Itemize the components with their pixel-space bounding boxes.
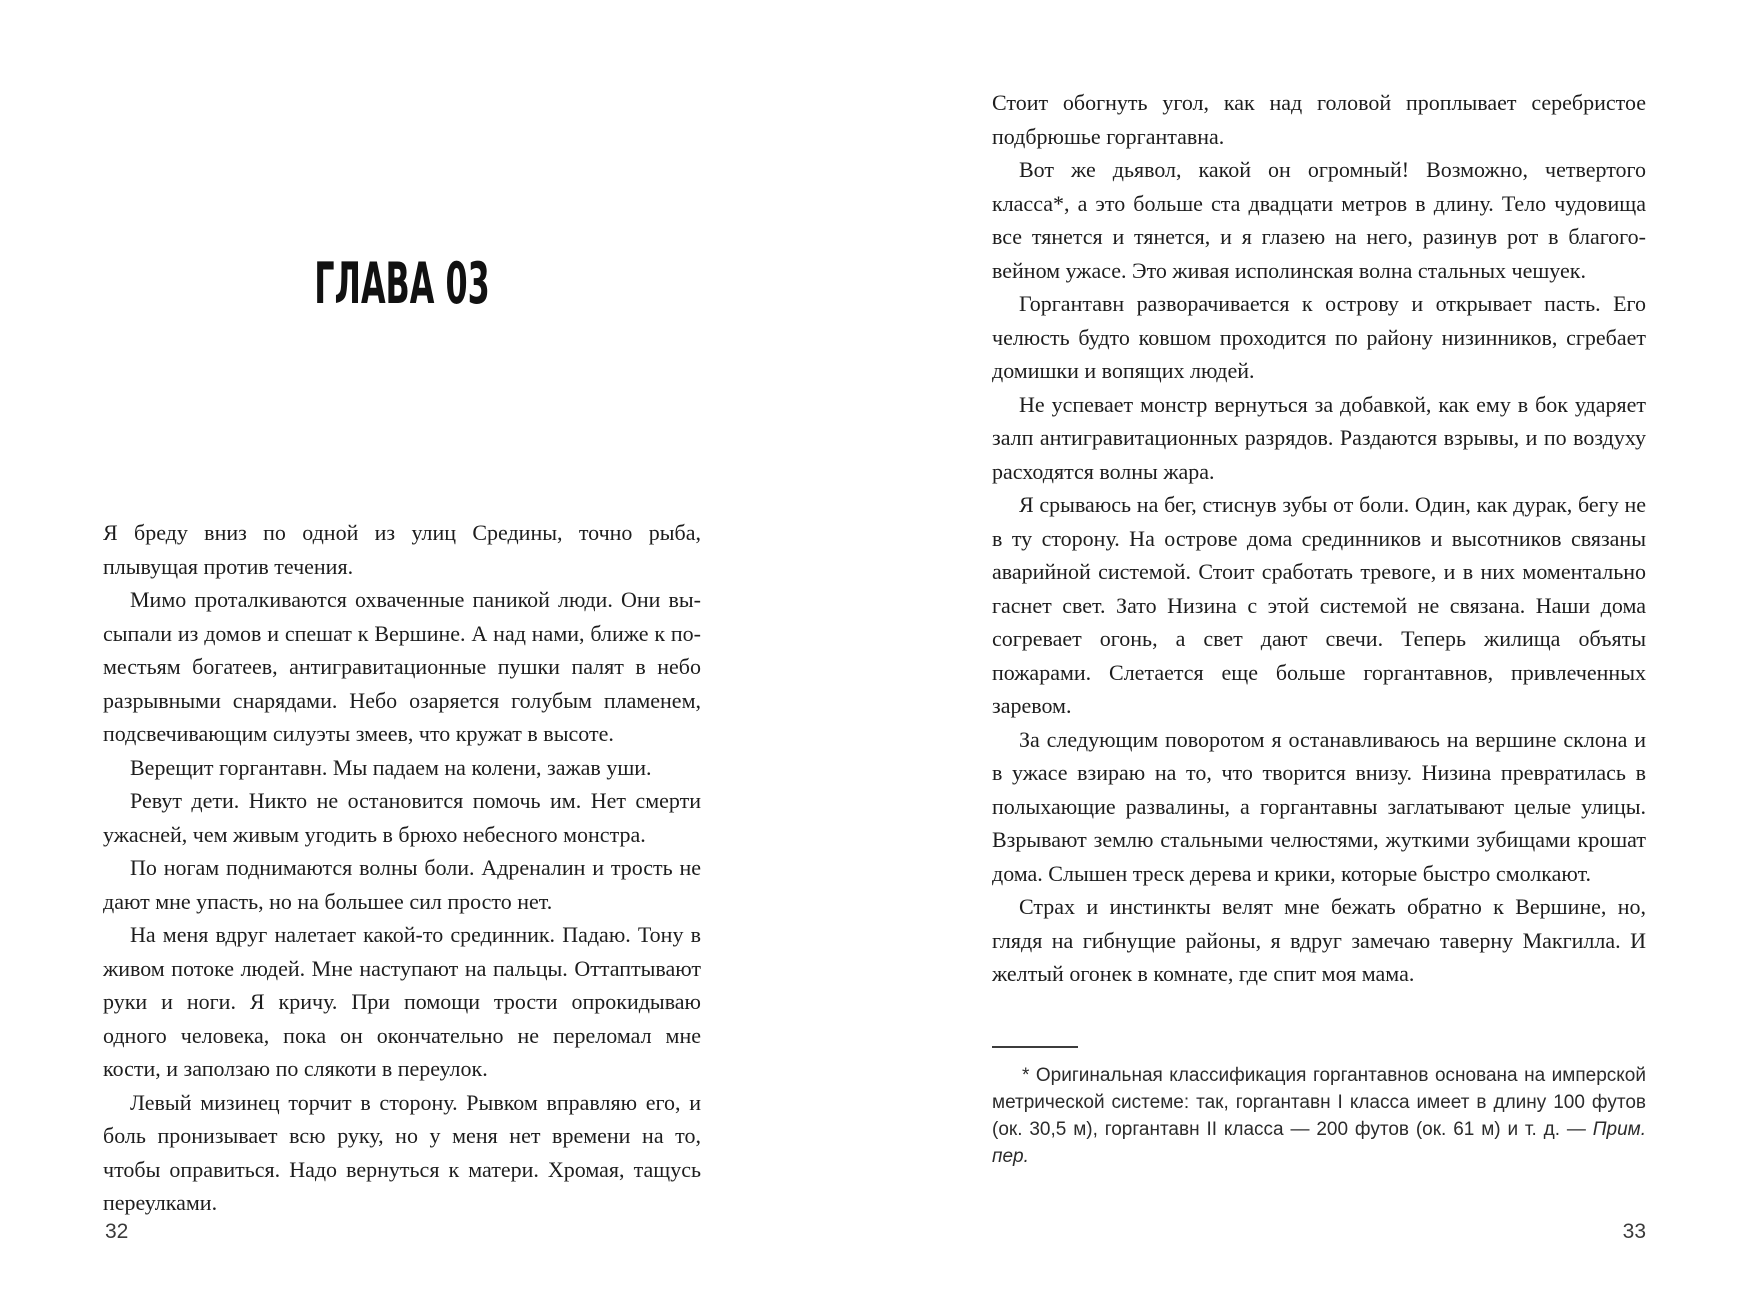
paragraph: Стоит обогнуть угол, как над головой проплывает серебристое подбрюшье горгантавна. [992, 90, 1646, 149]
footnote-text [992, 1062, 1646, 1170]
paragraph: Ревут дети. Никто не остановится помочь им. Нет смерти ужасней, чем живым угодить в брюхо небесного монстра. [103, 788, 701, 847]
paragraph: На меня вдруг налетает какой-то срединник. Падаю. Тону в живом потоке людей. Мне наступают на пальцы. Оттаптывают руки и ноги. Я кричу. При помощи трости опрокидываю одного человека, пока он окончательно не переломал мне кости, и заползаю по слякоти в переулок. [103, 922, 701, 1081]
footnote [992, 1046, 1646, 1170]
paragraph: Я бреду вниз по одной из улиц Средины, точно рыба, плывущая против течения. [103, 520, 701, 579]
right-page-text-column [992, 86, 1646, 991]
paragraph: Вот же дьявол, какой он огромный! Возможно, четвертого класса*, а это больше ста двадцати метров в длину. Тело чудовища все тянется и тянется, и я глазею на него, разинув рот в благоговейном ужасе. Это живая исполинская волна стальных чешуек. [992, 157, 1646, 283]
paragraph: Левый мизинец торчит в сторону. Рывком вправляю его, и боль пронизывает всю руку, но у меня нет времени на то, чтобы оправиться. Надо вернуться к матери. Хромая, тащусь переулками. [103, 1089, 701, 1215]
paragraph: Не успевает монстр вернуться за добавкой, как ему в бок ударяет залп антигравитационных разрядов. Раздаются взрывы, и по воздуху расходятся волны жара. [992, 391, 1646, 484]
footnote-attribution: Прим. пер. [992, 1119, 1646, 1167]
chapter-title: ГЛАВА 03 [314, 251, 490, 317]
footnote-body: * Оригинальная классификация горгантавнов основана на имперской метрической системе: так, горгантавн I класса имеет в длину 100 футов (ок. 30,5 м), горгантавн II класса — 200 футов (ок. 61 м) и т. д. — [992, 1065, 1646, 1140]
page-left [0, 0, 877, 1302]
paragraph: Верещит горгантавн. Мы падаем на колени, зажав уши. [130, 754, 652, 780]
paragraph: Я срываюсь на бег, стиснув зубы от боли. Один, как дурак, бегу не в ту сторону. На острове дома срединников и высотников связаны аварийной системой. Стоит сработать тревоге, и в них моментально гаснет свет. Зато Низина с этой системой не связана. Наши дома согревает огонь, а свет дают свечи. Теперь жилища объяты пожарами. Слетается еще больше горгантавнов, привлеченных заревом. [992, 492, 1646, 718]
footnote-divider [992, 1046, 1078, 1048]
paragraph: Мимо проталкиваются охваченные паникой люди. Они высыпали из домов и спешат к Вершине. А над нами, ближе к поместьям богатеев, антигравитационные пушки палят в небо разрывными снарядами. Небо озаряется голубым пламенем, подсвечивающим силуэты змеев, что кружат в высоте. [103, 587, 701, 746]
paragraph: За следующим поворотом я останавливаюсь на вершине склона и в ужасе взираю на то, что творится внизу. Низина превратилась в полыхающие развалины, а горгантавны заглатывают целые улицы. Взрывают землю стальными челюстями, жуткими зубищами крошат дома. Слышен треск дерева и крики, которые быстро смолкают. [992, 726, 1646, 886]
paragraph: Горгантавн разворачивается к острову и открывает пасть. Его челюсть будто ковшом проходится по району низинников, сгребает домишки и вопящих людей. [992, 291, 1646, 383]
paragraph: По ногам поднимаются волны боли. Адреналин и трость не дают мне упасть, но на большее сил просто нет. [103, 855, 701, 914]
page-number-left: 32 [105, 1220, 129, 1243]
left-page-text-column [103, 516, 701, 1220]
page-number-right: 33 [1622, 1220, 1646, 1243]
page-right [877, 0, 1755, 1302]
paragraph: Страх и инстинкты велят мне бежать обратно к Вершине, но, глядя на гибнущие районы, я вдруг замечаю таверну Макгилла. И желтый огонек в комнате, где спит моя мама. [992, 894, 1646, 986]
